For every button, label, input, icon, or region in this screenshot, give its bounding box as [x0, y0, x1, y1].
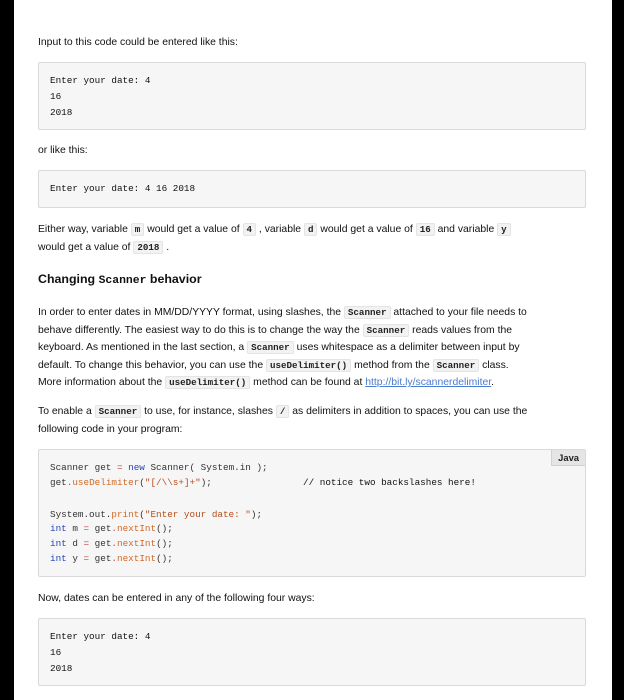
code-line: Enter your date: 4 16 2018 — [50, 183, 196, 194]
delimiter-paragraph: In order to enter dates in MM/DD/YYYY format, using slashes, the Scanner attached to your file needs to behave differently. The easiest way to do this is to change the way the Scanner reads values from the keyboard. As mentioned in the last section, a Scanner uses whitespace as a delimiter between input by default. To change this behavior, you can use the useDelimiter() method from the Scanner class. More information about the useDelimiter() method can be found at http://bit.ly/scannerdelimiter. — [38, 307, 527, 389]
inline-code-16: 16 — [416, 223, 435, 236]
code-line: 2018 — [50, 663, 73, 674]
document-page — [14, 0, 612, 700]
enable-paragraph: To enable a Scanner to use, for instance, slashes / as delimiters in addition to spaces, you can use the following code in your program: — [38, 406, 528, 435]
intro-text-2: or like this: — [38, 145, 88, 156]
code-line: System.out.print("Enter your date: "); — [50, 509, 263, 520]
code-line: get.useDelimiter("[/\\s+]+"); — [50, 477, 212, 488]
code-line: int d = get.nextInt(); — [50, 538, 173, 549]
code-line: Scanner get = new Scanner( System.in ); — [50, 462, 268, 473]
code-line: Enter your date: 4 — [50, 75, 151, 86]
inline-code-2018: 2018 — [133, 241, 163, 254]
code-line: 2018 — [50, 107, 73, 118]
language-badge: Java — [551, 450, 585, 466]
intro-text-3: Now, dates can be entered in any of the following four ways: — [38, 593, 315, 604]
code-line: Enter your date: 4 — [50, 631, 151, 642]
code-box-input-example-2 — [38, 170, 586, 208]
inline-code-y: y — [497, 223, 511, 236]
code-line: 16 — [50, 91, 62, 102]
inline-code-4: 4 — [243, 223, 257, 236]
inline-code-m: m — [131, 223, 145, 236]
either-way-paragraph: Either way, variable m would get a value of 4 , variable d would get a value of 16 and variable y would get a value of 2018 . — [38, 221, 588, 256]
java-code-block — [38, 449, 586, 577]
code-line: 16 — [50, 647, 62, 658]
scanner-delimiter-link[interactable]: http://bit.ly/scannerdelimiter — [365, 377, 492, 389]
intro-text-1: Input to this code could be entered like this: — [38, 37, 238, 48]
code-comment: // notice two backslashes here! — [303, 477, 476, 488]
section-heading: Changing Scanner behavior — [38, 272, 202, 287]
code-box-input-example-1 — [38, 62, 586, 130]
code-line: int m = get.nextInt(); — [50, 523, 173, 534]
code-line: int y = get.nextInt(); — [50, 553, 173, 564]
code-box-input-example-3 — [38, 618, 586, 686]
inline-code-d: d — [304, 223, 318, 236]
